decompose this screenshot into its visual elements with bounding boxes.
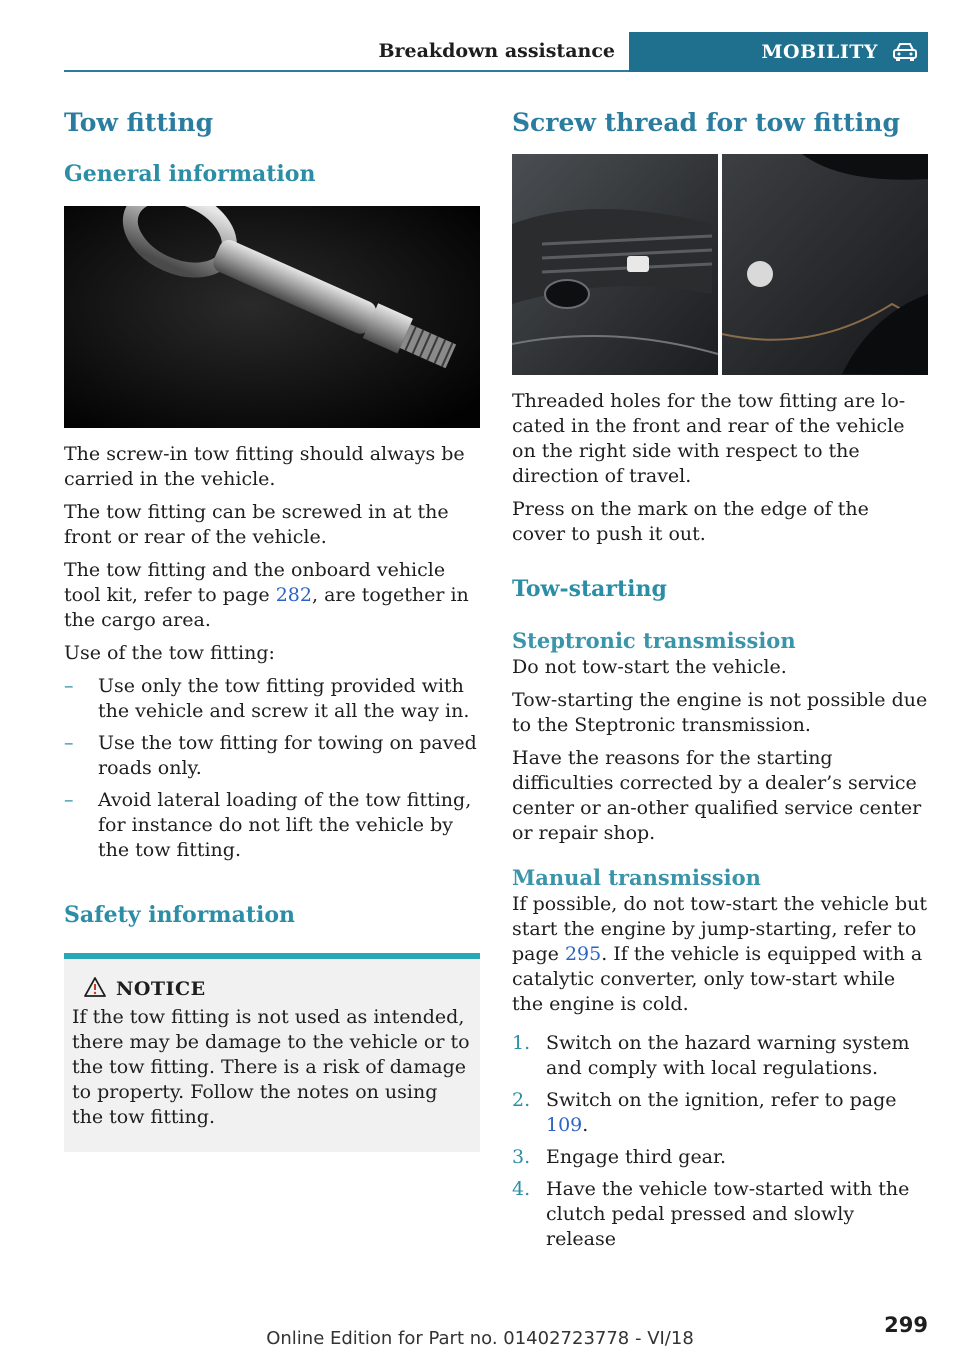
car-icon <box>892 41 918 63</box>
bullet-marker: – <box>64 732 74 754</box>
steptronic-paragraph-2: Tow-starting the engine is not possible due to the Steptronic transmission. <box>512 689 928 736</box>
steptronic-heading: Steptronic transmission <box>512 628 796 653</box>
page-header <box>64 32 928 72</box>
paragraph-3-text: The tow fitting and the onboard vehicle tool kit, refer to page <box>64 559 446 606</box>
paragraph-2: The tow fitting can be screwed in at the front or rear of the vehicle. <box>64 501 449 548</box>
paragraph-1: The screw-in tow fitting should always be carried in the vehicle. <box>64 443 465 490</box>
list-item <box>512 1177 928 1252</box>
list-item <box>64 788 480 863</box>
paragraph-3-tail: , are together in the cargo area. <box>64 584 469 631</box>
list-item-text: Use the tow fitting for towing on paved roads only. <box>98 732 477 779</box>
manual-paragraph-tail: . If the vehicle is equipped with a catalytic converter, only tow-start while the engine is cold. <box>512 943 923 1015</box>
chapter-title: Breakdown assistance <box>378 40 615 62</box>
paragraph-3 <box>64 558 480 633</box>
page-link-109[interactable]: 109 <box>546 1114 583 1136</box>
list-item-text: Avoid lateral loading of the tow fitting, for instance do not lift the vehicle by the tow fitting. <box>98 789 472 861</box>
list-item <box>512 1088 928 1138</box>
notice-title: NOTICE <box>116 978 206 1000</box>
step-text-tail: . <box>582 1114 589 1136</box>
general-info-heading: General information <box>64 161 316 187</box>
step-number: 2. <box>512 1089 531 1111</box>
step-number: 3. <box>512 1146 531 1168</box>
step-number: 1. <box>512 1032 531 1054</box>
step-text: Switch on the ignition, refer to page <box>546 1089 897 1111</box>
page-number: 299 <box>884 1313 928 1337</box>
usage-list <box>64 674 480 863</box>
screw-thread-heading: Screw thread for tow fitting <box>512 108 900 137</box>
tow-start-steps <box>512 1031 928 1252</box>
vehicle-bumper-image <box>512 154 928 375</box>
manual-paragraph <box>512 892 928 1017</box>
notice-text: If the tow fitting is not used as intended, there may be damage to the vehicle or to the tow fitting. There is a risk of damage to property. Follow the notes on using the tow fitting. <box>72 1006 470 1128</box>
edition-note: Online Edition for Part no. 01402723778 - VI/18 <box>266 1328 694 1349</box>
warning-triangle-icon <box>84 977 106 1001</box>
list-item <box>64 731 480 781</box>
tow-starting-heading: Tow-starting <box>512 576 667 602</box>
list-item <box>512 1031 928 1081</box>
bullet-marker: – <box>64 675 74 697</box>
bullet-marker: – <box>64 789 74 811</box>
page-link-295[interactable]: 295 <box>564 943 602 965</box>
tow-fitting-image <box>64 206 480 428</box>
manual-heading: Manual transmission <box>512 865 761 890</box>
list-item-text: Use only the tow fitting provided with the vehicle and screw it all the way in. <box>98 675 470 722</box>
notice-header <box>84 977 472 1001</box>
tow-fitting-title: Tow fitting <box>64 108 214 137</box>
notice-box <box>64 953 480 1152</box>
right-column <box>512 100 928 1259</box>
paragraph-4: Use of the tow fitting: <box>64 642 275 664</box>
page-link-282[interactable]: 282 <box>275 584 312 606</box>
steptronic-paragraph-3: Have the reasons for the starting difficulties corrected by a dealer’s service center or an-other qualified service center or repair shop. <box>512 747 922 844</box>
thread-paragraph-2: Press on the mark on the edge of the cover to push it out. <box>512 498 869 545</box>
step-number: 4. <box>512 1178 531 1200</box>
section-tab <box>629 32 928 72</box>
step-text: Switch on the hazard warning system and comply with local regulations. <box>546 1032 910 1079</box>
chapter-header <box>64 32 629 72</box>
list-item <box>64 674 480 724</box>
step-text: Engage third gear. <box>546 1146 727 1168</box>
safety-info-heading: Safety information <box>64 902 296 928</box>
thread-paragraph-1: Threaded holes for the tow fitting are lo-cated in the front and rear of the vehicle on the right side with respect to the direction of travel. <box>512 390 906 487</box>
steptronic-paragraph-1: Do not tow-start the vehicle. <box>512 656 787 678</box>
section-title: MOBILITY <box>761 41 878 63</box>
list-item <box>512 1145 928 1170</box>
step-text: Have the vehicle tow-started with the clutch pedal pressed and slowly release <box>546 1178 910 1250</box>
manual-paragraph-text: If possible, do not tow-start the vehicle but start the engine by jump-starting, refer to page <box>512 893 928 965</box>
left-column <box>64 100 480 1152</box>
